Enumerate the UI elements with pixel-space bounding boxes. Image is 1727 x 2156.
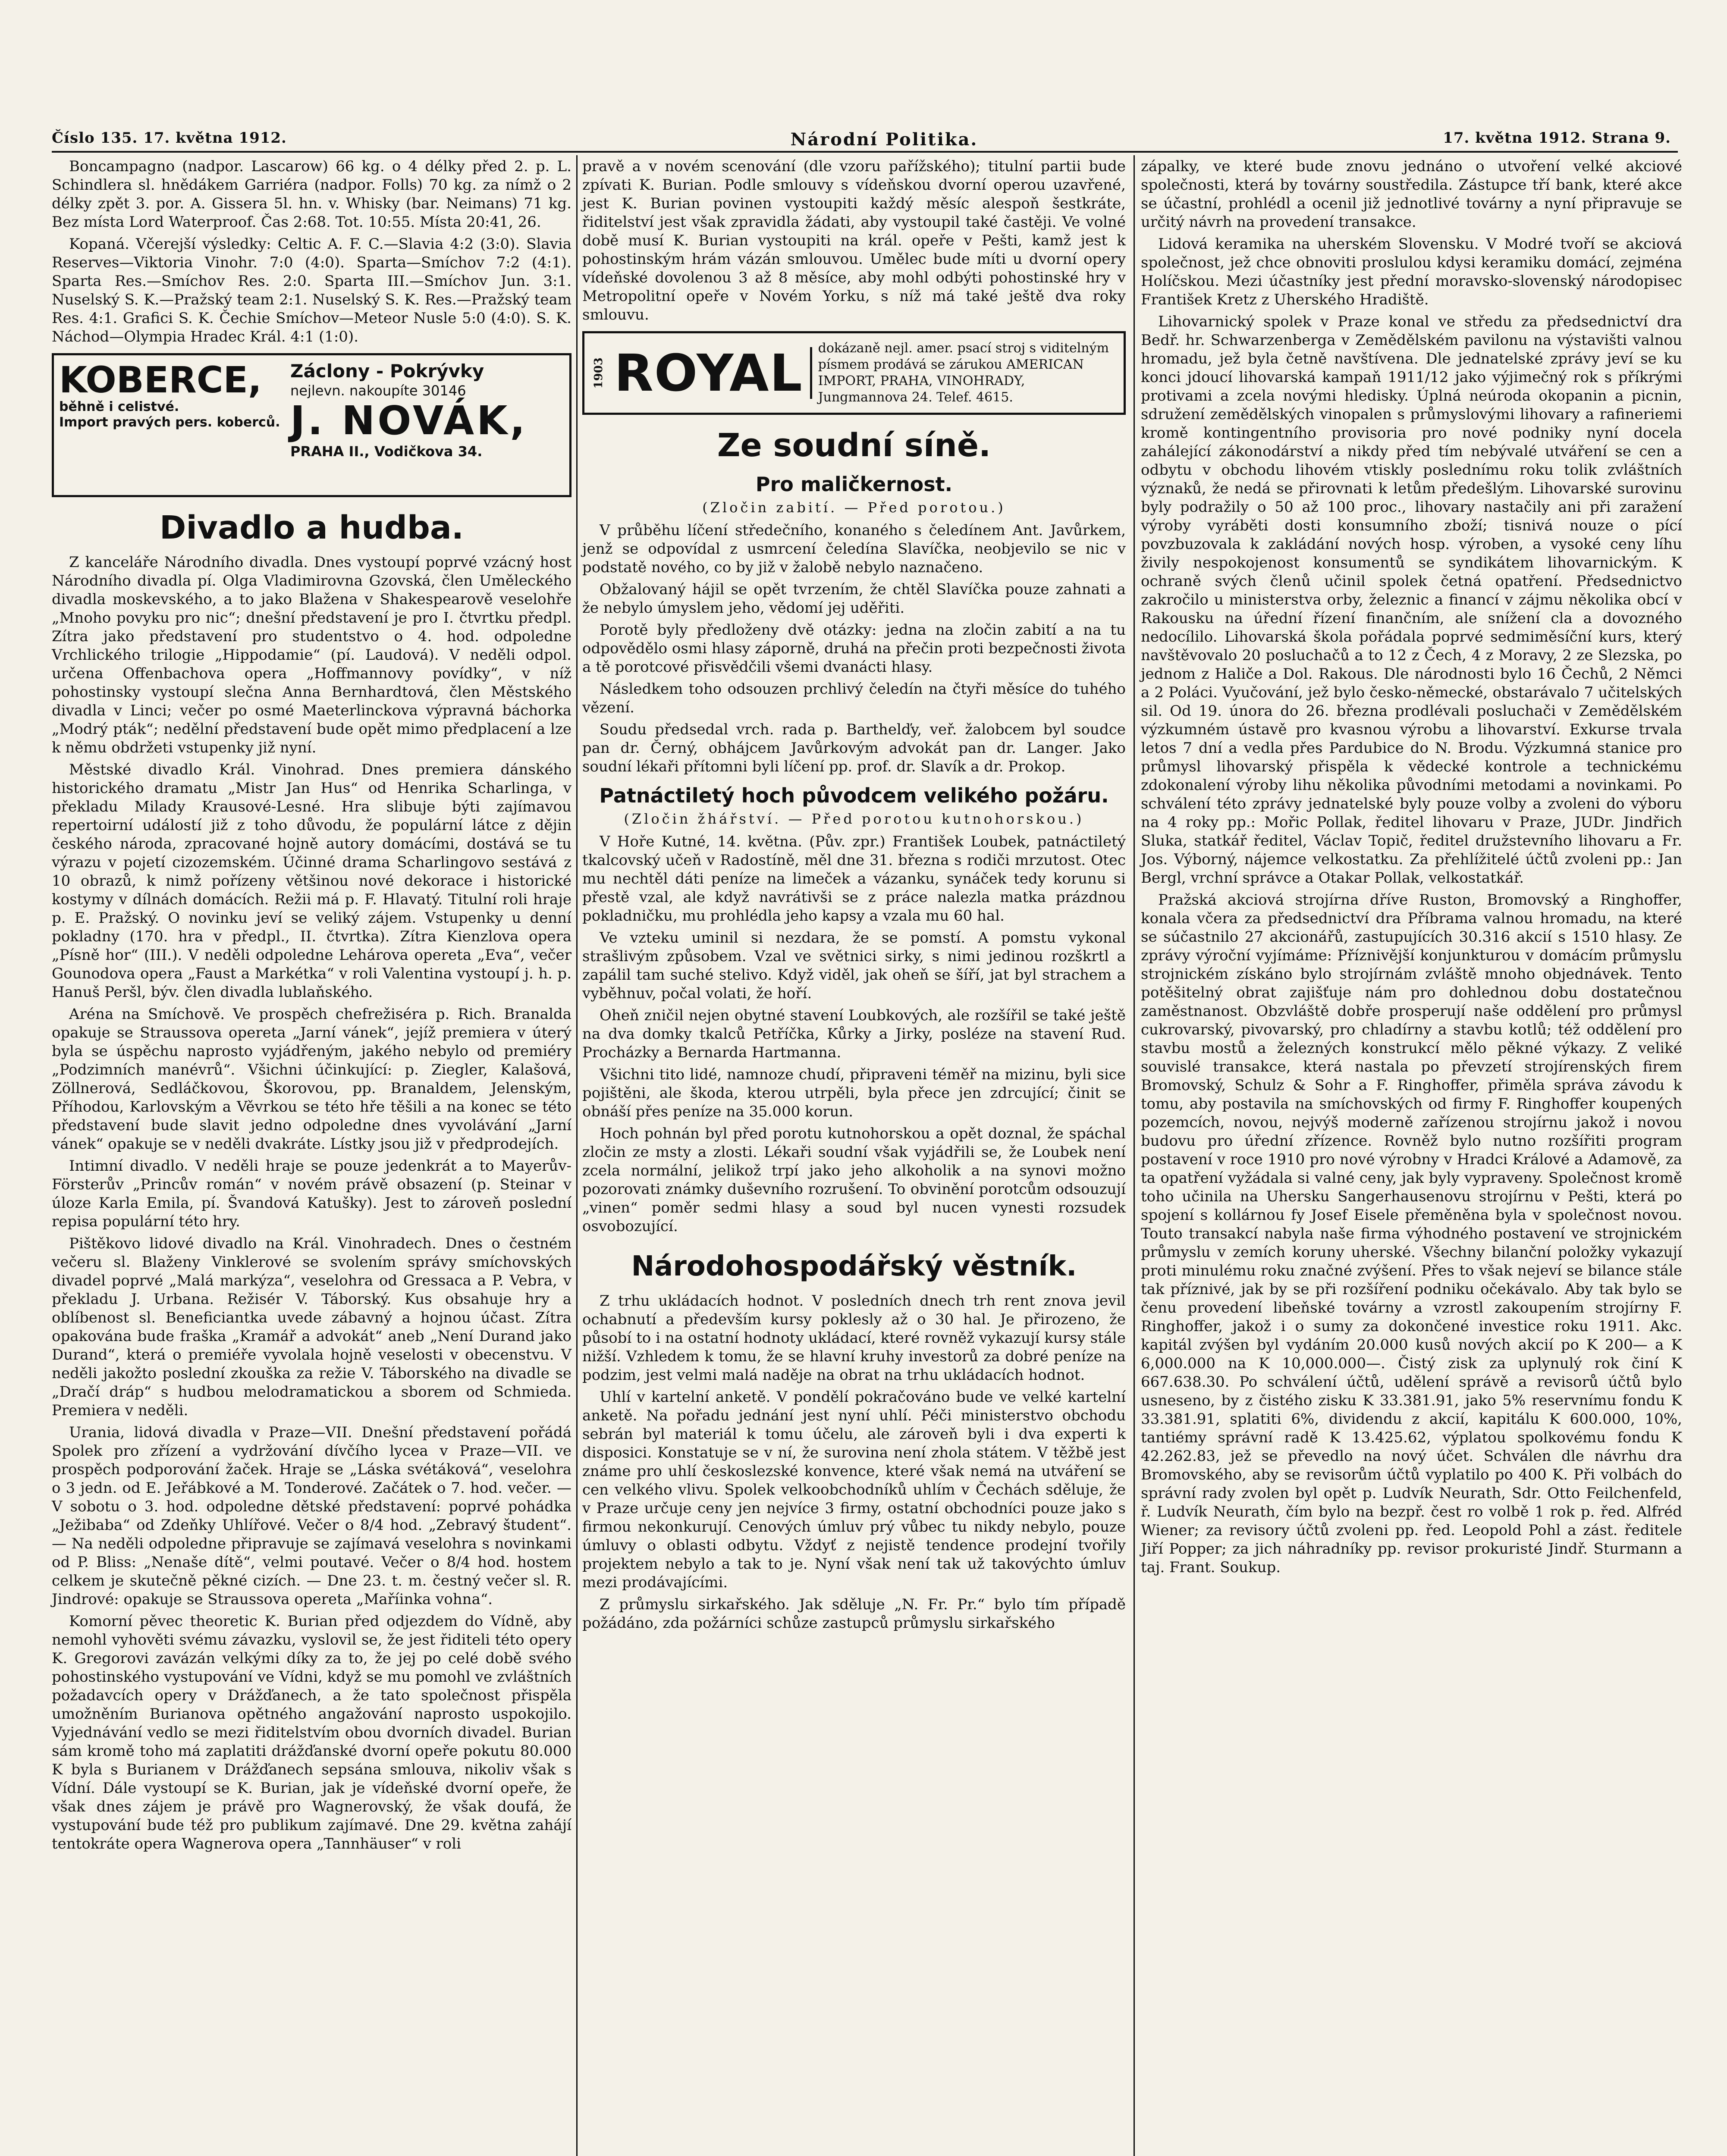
ad-koberce-right xyxy=(290,360,564,490)
sport-football-paragraph: Kopaná. Včerejší výsledky: Celtic A. F. C.—Slavia 4:2 (3:0). Slavia Reserves—Viktoria Vinohr. 7:0 (4:0). Sparta—Smíchov 7:2 (4:1). Sparta Res.—Smíchov Res. 2:0. Sparta III.—Smíchov Jun. 3:1. Nuselský S. K.—Pražský team 2:1. Nuselský S. K. Res.—Pražský team Res. 4:1. Grafici S. K. Čechie Smíchov—Meteor Nusle 5:0 (4:0). S. K. Náchod—Olympia Hradec Král. 4:1 (1:0). xyxy=(52,235,571,345)
article-paragraph: pravě a v novém scenování (dle vzoru pařížského); titulní partii bude zpívati K. Burian. Podle smlouvy s vídeňskou dvorní operou uzavřené, jest K. Burian povinen vystoupiti každý měsíc alespoň šestkráte, řiditelství jest však zpravidla žádati, aby vystoupil také častěji. Ve volné době musí K. Burian vystoupiti na král. opeře v Pešti, kamž jest k pohostinským hrám vázán smlouvou. Umělec bude míti u dvorní opery vídeňské dovolenou 3 až 8 měsíce, aby mohl odbýti pohostinské hry v Metropolitní opeře v Novém Yorku, s níž má také ještě dva roky smlouvu. xyxy=(582,158,1126,323)
article-paragraph: Následkem toho odsouzen prchlivý čeledín na čtyři měsíce do tuhého vězení. xyxy=(582,680,1126,716)
subheadline: (Zločin zabití. — Před porotou.) xyxy=(702,499,1006,516)
ad-royal-brand: ROYAL xyxy=(614,347,812,399)
ad-koberce-address: PRAHA II., Vodičkova 34. xyxy=(290,443,483,460)
headline-malichernost: Pro maličkernost. xyxy=(755,473,953,496)
article-paragraph: Z průmyslu sirkařského. Jak sděluje „N. Fr. Pr.“ bylo tím případě požádáno, zda požárníci schůze zastupců průmyslu sirkařského xyxy=(582,1596,1126,1632)
column-1 xyxy=(52,157,571,1857)
article-paragraph: V průběhu líčení středečního, konaného s čeledínem Ant. Javůrkem, jenž se odpovídal z usmrcení čeledína Slavíčka, neobjevilo se nic v podstatě nového, co by již v žalobě nebylo naznačeno. xyxy=(582,522,1126,576)
sport-racing-paragraph: Boncampagno (nadpor. Lascarow) 66 kg. o 4 délky před 2. p. L. Schindlera sl. hnědákem Garriéra (nadpor. Folls) 70 kg. za nímž o 2 délky zpět 3. por. A. Gissera 5l. hn. v. Whisky (bar. Neimans) 71 kg. Bez místa Lord Waterproof. Čas 2:68. Tot. 10:55. Místa 20:41, 26. xyxy=(52,158,571,231)
article-paragraph: Z kanceláře Národního divadla. Dnes vystoupí poprvé vzácný host Národního divadla pí. Olga Vladimirovna Gzovská, člen Uměleckého divadla moskevského, a to jako Blažena v Shakespearově veselohře „Mnoho povyku pro nic“; dnešní představení je pro I. čtvrtku předpl. Zítra jako představení pro studentstvo o 4. hod. odpoledne Vrchlického trilogie „Hippodamie“ (pí. Laudová). V neděli odpol. určena Offenbachova opera „Hoffmannovy povídky“, v níž pohostinsky vystoupí slečna Anna Bernhardtová, člen Městského divadla v Linci; večer po osmé Maeterlinckova výpravná báchorka „Modrý pták“; nedělní představení bude opět mimo předplacení a lze k němu obdržeti vstupenky již nyní. xyxy=(52,554,571,756)
article-paragraph: Aréna na Smíchově. Ve prospěch chefrežiséra p. Rich. Branalda opakuje se Straussova opereta „Jarní vánek“, jejíž premiera v úterý byla se úspěchu naprosto vyjádřeným, jakého nebylo od premiéry „Podzimních manévrů“. Všichni účinkující: p. Ziegler, Kalašová, Zöllnerová, Sedláčkovou, Škorovou, pp. Branaldem, Jelenským, Příhodou, Karlovským a Věvrkou se této hře těšili a na konec se této představení bude slavit jedno odpoledne dnes vyvolávání „Jarní vánek“ opakuje se v neděli dvakráte. Lístky jsou již v předprodejích. xyxy=(52,1006,571,1153)
article-paragraph: Oheň zničil nejen obytné stavení Loubkových, ale rozšířil se také ještě na dva domky tkalců Petříčka, Kůrky a Jirky, posléze na stavení Rud. Procházky a Bernarda Hartmanna. xyxy=(582,1007,1126,1061)
ad-royal-year: 1903 xyxy=(592,357,605,389)
ad-koberce-line2: nejlevn. nakoupíte 30146 xyxy=(290,382,466,399)
article-paragraph: Pištěkovo lidové divadlo na Král. Vinohradech. Dnes o čestném večeru sl. Blaženy Vinklerové se svolením správy smíchovských divadel poprvé „Malá markýza“, veselohra od Gressaca a P. Vebra, v překladu J. Urbana. Režisér V. Táborský. Kus obsahuje hry a oblíbenost sl. Beneficiantka uvede zábavný a hojnou účast. Zítra opakována bude fraška „Kramář a advokát“ aneb „Není Durand jako Durand“, která o premiéře vyvolala hojně veselosti v obecenstvu. V neděli jakožto poslední zkouška za režie V. Táborského na divadle se „Dračí dráp“ s hudbou melodramatickou a sborem od Schmieda. Premiera v neděli. xyxy=(52,1235,571,1419)
column-divider-1 xyxy=(576,155,578,2156)
column-2 xyxy=(582,157,1126,1636)
article-paragraph: Lihovarnický spolek v Praze konal ve středu za předsednictví dra Bedř. hr. Schwarzenberga v Zemědělském pavilonu na výstavišti valnou hromadu, jež byla četně navštívena. Dle jednatelské zprávy jeví se ku konci jdoucí lihovarská kampaň 1911/12 jako výjimečný rok s příkrými protivami a zcela novými hledisky. Úplná neúroda okopanin a picnin, sdružení zemědělských vinopalen s průmyslovými lihovary a rafineriemi kromě kontingentního provisoria pro nové podniky nyní docela zahálející zákonodárství a nikdy před tím nebývalé utváření se cen a odbytu v obchodu lihovém vtiskly poslednímu roku tolik zvláštních význaků, že nedá se přirovnati k letům předešlým. Lihovarské surovinu byly podražily o 50 až 100 proc., lihovary nastačily ani při zaražení výroby vyráběti dosti konsumního zboží; tisnivá nouze o pící povzbuzovala k zakládání nových hosp. výroben, a vysoké ceny líhu živily nespokojenost konsumentů se syndikátem lihovarnickým. K ochraně svých členů učinil spolek četná opatření. Předsednictvo zakročilo u ministerstva orby, železnic a financí v zájmu několika obcí v Rakousku na úřední řízení finančním, ale snížení cla a dovozného nedocílilo. Lihovarská škola pořádala poprvé sedmiměsíční kurs, který navštěvovalo 20 posluchačů a to 12 z Čech, 4 z Moravy, 2 ze Slezska, po jednom z Haliče a Dol. Rakous. Dle národnosti bylo 16 Čechů, 2 Němci a 2 Poláci. Vyučování, jež bylo česko-německé, obstarávalo 7 učitelských sil. Od 19. února do 26. března prodlévali posluchači v Zemědělském výzkumném ústavě pro kvasnou výrobu a lihovarství. Exkurse trvala letos 7 dní a vedla přes Pardubice do N. Brodu. Výzkumná stanice pro průmysl lihovarský přispěla k vědecké kontrole a technickému zdokonalení výroby lihu několika původními metodami a novinkami. Po schválení této zprávy jednatelské byly pouze volby a zvoleni do výboru na 4 roky pp.: Mořic Pollak, ředitel lihovaru v Praze, JUDr. Jindřich Sluka, statkář ředitel, Václav Topič, ředitel družstevního lihovaru a Fr. Jos. Výborný, nájemce velkostatku. Za přehlížitelé účtů zvoleni pp.: Jan Bergl, vrchní správce a Otakar Pollak, velkostatkář. xyxy=(1141,313,1682,887)
section-title-divadlo: Divadlo a hudba. xyxy=(160,509,464,546)
subheadline: (Zločin žhářství. — Před porotou kutnohorskou.) xyxy=(624,811,1084,827)
article-paragraph: Všichni tito lidé, namnoze chudí, připraveni téměř na mizinu, byli sice pojištěni, ale škoda, kterou utrpěli, byla přece jen zdrcující; činit se obnáší přes peníze na 35.000 korun. xyxy=(582,1066,1126,1120)
ad-koberce-line1: Záclony - Pokrývky xyxy=(290,360,484,382)
ad-koberce-name: J. NOVÁK, xyxy=(290,398,528,444)
masthead: Národní Politika. xyxy=(790,129,978,150)
column-3 xyxy=(1141,157,1682,1580)
page-number: 17. května 1912. Strana 9. xyxy=(1443,129,1671,147)
article-paragraph: Městské divadlo Král. Vinohrad. Dnes premiera dánského historického dramatu „Mistr Jan Hus“ od Henrika Scharlinga, v překladu Milady Krausové-Lesné. Hra slibuje býti zajímavou repertoirní událostí již z toho důvodu, že populární látce z dějin českého národa, zpracované hojně autory domácími, dostává se tu výrazu v pojetí cizozemském. Účinné drama Scharlingovo sestává z 10 obrazů, k nimž pořízeny většinou nové dekorace i historické kostymy v dílnách domácích. Režii má p. F. Hlavatý. Titulní roli hraje p. E. Pražský. O novinku jeví se veliký zájem. Vstupenky u denní pokladny (170. hra v předpl., II. čtvrtka). Zítra Kienzlova opera „Písně hor“ (III.). V neděli odpoledne Lehárova opereta „Eva“, večer Gounodova opera „Faust a Markétka“ v roli Valentina vystoupí j. h. p. Hanuš Peršl, býv. člen divadla lublaňského. xyxy=(52,761,571,1001)
article-paragraph: V Hoře Kutné, 14. května. (Pův. zpr.) František Loubek, patnáctiletý tkalcovský učeň v Radostíně, měl dne 31. března s rodiči mrzutost. Otec mu nechtěl dáti peníze na limeček a vázanku, synáček tedy korunu si přestě vzal, ale když navrátivši se z práce nalezla matka prázdnou pokladničku, mu prohlédla jeho kapsy a vzala mu 60 hal. xyxy=(582,833,1126,924)
advertisement-koberce xyxy=(52,353,571,497)
column-divider-2 xyxy=(1134,155,1135,2156)
header-rule xyxy=(52,151,1678,153)
ad-koberce-sub2: Import pravých pers. koberců. xyxy=(59,415,280,430)
ad-koberce-left xyxy=(59,360,283,490)
article-paragraph: Soudu předsedal vrch. rada p. Barthelďy, veř. žalobcem byl soudce pan dr. Černý, obhájcem Javůrkovým advokát pan dr. Langer. Jako soudní lékaři přítomni byli líčení pp. prof. dr. Slavík a dr. Prokop. xyxy=(582,721,1126,775)
section-title-narodohospodarsky: Národohospodářský věstník. xyxy=(631,1250,1077,1282)
ad-royal-text: dokázaně nejl. amer. psací stroj s viditelným písmem prodává se zárukou AMERICAN IMPORT, PRAHA, VINOHRADY, Jungmannova 24. Telef. 4615. xyxy=(818,341,1109,405)
issue-number: Číslo 135. 17. května 1912. xyxy=(52,129,287,147)
article-paragraph: zápalky, ve které bude znovu jednáno o utvoření velké akciové společnosti, která by továrny soustředila. Zástupce tří bank, které akce se účastní, prohlédl a ocenil již jednotlivé továrny a nyní připravuje se určitý návrh na provedení transakce. xyxy=(1141,158,1682,231)
article-paragraph: Hoch pohnán byl před porotu kutnohorskou a opět doznal, že spáchal zločin ze msty a zlosti. Lékaři soudní však vyjádřili se, že Loubek není zcela normální, jelikož trpí jako jeho alkoholik a na synovi možno pozorovati známky duševního rozrušení. To obvinění porotcům odsouzují „vinen“ poměr sedmi hlasy a soud byl nucen vynesti rozsudek osvobozující. xyxy=(582,1125,1126,1235)
article-paragraph: Ve vzteku uminil si nezdara, že se pomstí. A pomstu vykonal strašlivým způsobem. Vzal ve světnici sirky, s nimi jedinou rozškrtl a zapálil tam suché stelivo. Když viděl, jak oheň se šíří, jat byl strachem a vyběhnuv, počal volati, že hoří. xyxy=(582,929,1126,1002)
article-paragraph: Urania, lidová divadla v Praze—VII. Dnešní představení pořádá Spolek pro zřízení a vydržování dívčího lycea v Praze—VII. ve prospěch podporování žaček. Hraje se „Láska svétáková“, veselohra o 3 jedn. od E. Jeřábkové a M. Tonderové. Začátek o 7. hod. večer. — V sobotu o 3. hod. odpoledne dětské představení: poprvé pohádka „Ježibaba“ od Zdeňky Uhlířové. Večer o 8/4 hod. „Zebravý študent“. — Na neděli odpoledne připravuje se zajímavá veselohra s novinkami od P. Bliss: „Nenaše dítě“, velmi poutavé. Večer o 8/4 hod. hostem celkem je skutečně pěkné cizích. — Dne 23. t. m. čestný večer sl. R. Jindrové: opakuje se Straussova opereta „Maříinka vohna“. xyxy=(52,1424,571,1608)
article-paragraph: Intimní divadlo. V neděli hraje se pouze jedenkrát a to Mayerův-Försterův „Princův román“ v novém právě obsazení (p. Steinar v úloze Karla Emila, pí. Švandová Katušky). Jest to zároveň poslední repisa populární této hry. xyxy=(52,1157,571,1230)
headline-pozar: Patnáctiletý hoch původcem velikého požáru. xyxy=(599,784,1109,807)
advertisement-royal xyxy=(582,331,1126,415)
article-paragraph: Pražská akciová strojírna dříve Ruston, Bromovský a Ringhoffer, konala včera za předsednictví dra Příbrama valnou hromadu, na které se súčastnilo 27 akcionářů, zastupujících 30.316 akcií s 1510 hlasy. Ze zprávy výroční vyjímáme: Příznivější konjunkturou v domácím průmyslu strojnickém získáno bylo strojírnám zvláště mnoho objednávek. Tento potěšitelný obrat zajišťuje nám pro dohlednou dobu dostatečnou zaměstnanost. Obzvláště dobře prosperují naše oddělení pro průmysl cukrovarský, pivovarský, pro chladírny a stavbu kotlů; též oddělení pro stavbu mostů a železných konstrukcí mělo pěkné výkazy. Z veliké souvislé transakce, která nastala po převzetí strojírenských firem Bromovský, Schulz & Sohr a F. Ringhoffer, přiměla správa závodu k tomu, aby postavila na smíchovských od firmy F. Ringhoffer koupených pozemcích, novou, nejvýš moderně zařízenou strojírnu jakož i novou budovu pro úřední zřízence. Rovněž bylo nutno rozšířiti program postavení v roce 1910 pro nové výrobny v Hradci Králové a Adamově, za ta opatření vyžádala si valné ceny, jak byly vypraveny. Společnost kromě toho učinila na Uhersku Sangerhausenovu strojírnu v Pešti, která po spojení s kollárnou fy Josef Eisele přeměněna byla v společnost novou. Touto transakcí nabyla naše firma výhodného postavení ve strojnickém průmyslu v zemích koruny uherské. Všechny bilanční položky vykazují proti minulému roku značné zvýšení. Přes to však nejeví se bilance stále tak příznivé, jak by se při rozšíření podniku očekávalo. Aby tak bylo se čenu provedení libeňské továrny a vzrostl zakoupením strojírny F. Ringhoffer, jakož i o sumy za dokončené investice roku 1911. Akc. kapitál zvýšen byl vydáním 20.000 kusů nových akcií po K 200— a K 6,000.000 na K 10,000.000—. Čistý zisk za uplynulý rok činí K 667.638.30. Po schválení účtů, udělení správě a revisorů účtů bylo usneseno, by z čistého zisku K 33.381.91, jako 5% reservnímu fondu K 33.381.91, splatiti 6%, dividendu z akcií, kapitálu K 600.000, 10%, tantiémy správní radě K 13.425.62, výplatou spolkovému fondu K 42.262.83, jež se převedlo na nový účet. Schválen dle návrhu dra Bromovského, aby se revisorům účtů vyplatilo po 400 K. Při volbách do správní rady zvolen byl opět p. Ludvík Neurath, Sdr. Otto Feilchenfeld, ř. Ludvík Neurath, čím bylo na bezpř. čest ro volbě 1 rok p. řed. Alfréd Wiener; za revisory účtů zvoleni pp. řed. Leopold Pohl a zást. ředitele Jiří Popper; za jich náhradníky pp. revisor prokuristé Jindř. Sturmann a taj. Frant. Soukup. xyxy=(1141,891,1682,1576)
article-paragraph: Obžalovaný hájil se opět tvrzením, že chtěl Slavíčka pouze zahnati a že nebylo úmyslem jeho, vědomí jej uděřiti. xyxy=(582,581,1126,617)
section-title-soudni-sin: Ze soudní síně. xyxy=(717,427,991,464)
ad-koberce-sub1: běhně i celistvé. xyxy=(59,399,179,414)
article-paragraph: Uhlí v kartelní anketě. V pondělí pokračováno bude ve velké kartelní anketě. Na pořadu jednání jest nyní uhlí. Péči ministerstvo obchodu sebrán byl materiál k tomu účelu, ale zároveň byli i dva experti k disposici. Konstatuje se v ní, že surovina není zhola státem. V těžbě jest známe pro uhlí českoslezské konvence, které však nemá na utváření se cen velkého vlivu. Spolek velkoobchodníků uhlím v Čechách sděluje, že v Praze určuje ceny jen nejvíce 3 firmy, ostatní obchodníci pouze jako s firmou nekonkurují. Cenových úmluv prý vůbec tu nikdy nebylo, pouze úmluvy o oblasti odbytu. Vždyť z nejistě tendence prodejní tvořily projektem nebylo a tak to je. Nyní však není tak už takovýchto úmluv mezi prodávajícími. xyxy=(582,1388,1126,1591)
article-paragraph: Porotě byly předloženy dvě otázky: jedna na zločin zabití a na tu odpovědělo osmi hlasy záporně, druhá na přečin proti bezpečnosti života a tě porotcové přisvědčili všemi dvanácti hlasy. xyxy=(582,621,1126,676)
article-paragraph: Z trhu ukládacích hodnot. V posledních dnech trh rent znova jevil ochabnutí a především kursy poklesly až o 30 hal. Je přirozeno, že působí to i na ostatní hodnoty ukládací, které rovněž vykazují kursy stále nižší. Vzhledem k tomu, že se hlavní kruhy investorů za dobré peníze na podzim, jest velmi malá naděje na obrat na trhu ukládacích hodnot. xyxy=(582,1292,1126,1384)
ad-koberce-brand: KOBERCE, xyxy=(59,359,262,401)
article-paragraph: Komorní pěvec theoretic K. Burian před odjezdem do Vídně, aby nemohl vyhověti svému závazku, vyslovil se, že jest řiditeli této opery K. Gregorovi zavázán velkými díky za to, že jej po celé době svého pohostinského vystupování ve Vídni, když se mu pomohl ve zvláštních požadavcích opery v Drážďanech, a že tato společnost přispěla umožněním Burianova opětného angažování naprosto uspokojilo. Vyjednávání vedlo se mezi řiditelstvím obou dvorních divadel. Burian sám kromě toho má zaplatiti drážďanské dvorní opeře pokutu 80.000 K byla s Burianem v Drážďanech sepsána smlouva, nikoliv však s Vídní. Dále vystoupí se K. Burian, jak je vídeňské dvorní opeře, že však dnes zájem je právě pro Wagnerovský, že však doufá, že vystupování bude též pro publikum zajímavé. Dne 29. května zahájí tentokráte opera Wagnerova opera „Tannhäuser“ v roli xyxy=(52,1613,571,1852)
article-paragraph: Lidová keramika na uherském Slovensku. V Modré tvoří se akciová společnost, jež chce obnoviti proslulou kdysi keramiku domácí, zejména Holíčskou. Mezi účastníky jest přední moravsko-slovenský národopisec František Kretz z Uherského Hradiště. xyxy=(1141,235,1682,308)
